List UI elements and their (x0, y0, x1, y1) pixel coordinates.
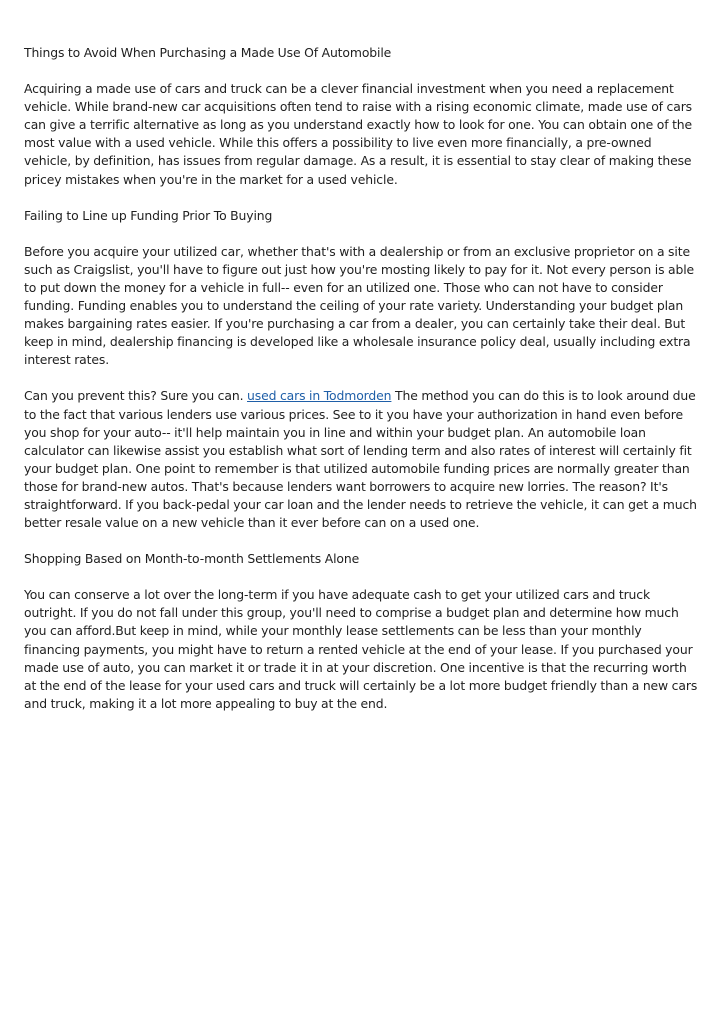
document-title: Things to Avoid When Purchasing a Made Use Of Automobile (24, 45, 392, 60)
prevention-text-end: The method you can do this is to look around due to the fact that various lenders use various prices. See to it you have your authorization in hand even before you shop for your auto-- it'll help maintain you in line and within your budget plan. An automobile loan calculator can likewise assist you establish what sort of lending term and also rates of interest will certainly fit your budget plan. One point to remember is that utilized automobile funding prices are normally greater than those for brand-new autos. That's because lenders want borrowers to acquire new lorries. The reason? It's straightforward. If you back-pedal your car loan and the lender needs to retrieve the vehicle, it can get a much better resale value on a new vehicle than it ever before can on a used one. (24, 388, 697, 531)
section-heading-funding: Failing to Line up Funding Prior To Buying (24, 207, 273, 223)
funding-paragraph: Before you acquire your utilized car, whether that's with a dealership or from an exclusive proprietor on a site such as Craigslist, you'll have to figure out just how you're mosting likely to pay for it. Not every person is able to put down the money for a vehicle in full-- even for an utilized one. Those who can not have to consider funding. Funding enables you to understand the ceiling of your rate variety. Understanding your budget plan makes bargaining rates easier. If you're purchasing a car from a dealer, you can certainly take their deal. But keep in mind, dealership financing is developed like a wholesale insurance policy deal, usually including extra interest rates. (24, 243, 695, 368)
prevention-text-start: Can you prevent this? Sure you can. (24, 388, 248, 404)
monthly-payments-paragraph: You can conserve a lot over the long-term if you have adequate cash to get your utilized cars and truck outright. If you do not fall under this group, you'll need to comprise a budget plan and determine how much you can afford.But keep in mind, while your monthly lease settlements can be less than your monthly financing payments, you might have to return a rented vehicle at the end of your lease. If you purchased your made use of auto, you can market it or trade it in at your discretion. One incentive is that the recurring worth at the end of the lease for your used cars and truck will certainly be a lot more budget friendly than a new cars and truck, making it a lot more appealing to buy at the end. (24, 587, 698, 711)
used-cars-link[interactable]: used cars in Todmorden (247, 388, 392, 404)
prevention-paragraph (24, 387, 698, 532)
section-heading-monthly: Shopping Based on Month-to-month Settlements Alone (24, 551, 360, 567)
intro-paragraph: Acquiring a made use of cars and truck can be a clever financial investment when you need a replacement vehicle. While brand-new car acquisitions often tend to raise with a rising economic climate, made use of cars can give a terrific alternative as long as you understand exactly how to look for one. You can obtain one of the most value with a used vehicle. While this offers a possibility to live even more financially, a pre-owned vehicle, by definition, has issues from regular damage. As a result, it is essential to stay clear of making these pricey mistakes when you're in the market for a used vehicle. (24, 81, 693, 187)
document-page (24, 44, 698, 731)
